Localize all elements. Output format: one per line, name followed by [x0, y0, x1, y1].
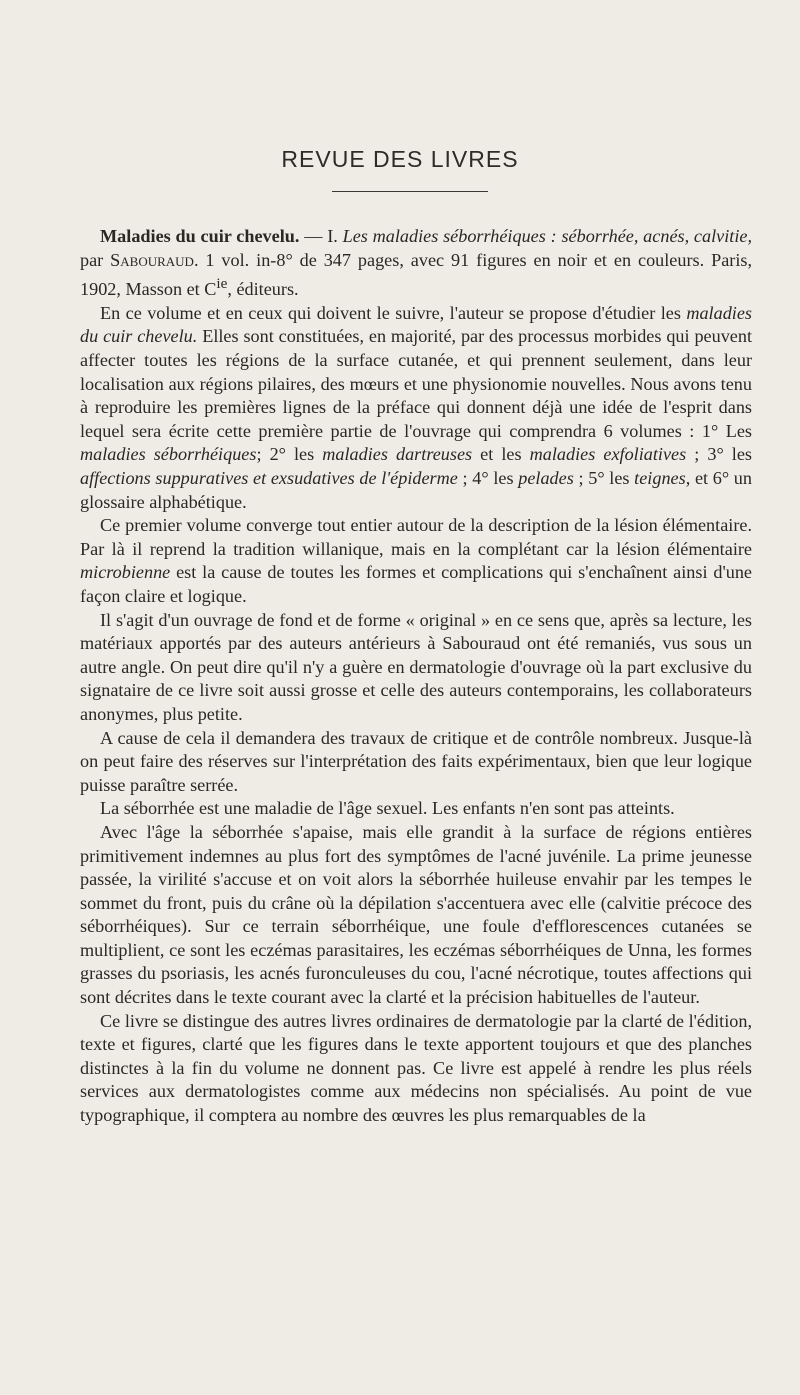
p2-italic: microbienne — [80, 562, 171, 583]
p1-italic: maladies séborrhéiques — [80, 444, 257, 465]
section-title: REVUE DES LIVRES — [281, 146, 519, 172]
paragraph-3: Il s'agit d'un ouvrage de fond et de forme « original » en ce sens que, après sa lecture, les matériaux apportés par des auteurs antérieurs à Sabouraud ont été remaniés, vus sous un autre angle. On peut dire qu'il n'y a guère en dermatologie d'ouvrage où la part exclusive du signataire de ce livre soit aussi grosse et celle des auteurs contemporains, les collaborateurs anonymes, plus petite. — [80, 609, 752, 724]
paragraph-4: A cause de cela il demandera des travaux de critique et de contrôle nombreux. Jusque-là on peut faire des réserves sur l'interprétation des faits expérimentaux, bien que leur logique puisse paraître serrée. — [80, 727, 752, 795]
p1-text: ; 2° les — [256, 444, 323, 465]
ref-end: , éditeurs. — [227, 279, 299, 300]
paragraph-6: Avec l'âge la séborrhée s'apaise, mais elle grandit à la surface de régions entières primitivement indemnes au plus fort des symptômes de l'acné juvénile. La prime jeunesse passée, la virilité s'accuse et on voit alors la séborrhée huileuse envahir par les tempes le sommet du front, puis du crâne où la dépilation s'accentuera avec elle (calvitie précoce des séborrhéiques). Sur ce terrain séborrhéique, une foule d'efflorescences cutanées se multiplient, ce sont les eczémas parasitaires, les eczémas séborrhéiques de Unna, les formes grasses du psoriasis, les acnés furonculeuses du cou, l'acné nécrotique, toutes affections qui sont décrites dans le texte courant avec la clarté et la précision habituelles de l'auteur. — [80, 821, 752, 1008]
paragraph-7: Ce livre se distingue des autres livres ordinaires de dermatologie par la clarté de l'édition, texte et figures, clarté que les figures dans le texte apportent toujours et que des planches distinctes à la fin du volume ne donnent pas. Ce livre est appelé à rendre les plus réels services aux dermatologistes comme aux médecins non spécialisés. Au point de vue typographique, il comptera au nombre des œuvres les plus remarquables de la — [80, 1010, 752, 1126]
review-body — [80, 225, 752, 1128]
p1-text: Elles sont constituées, en majorité, par des processus morbides qui peuvent affecter toutes les régions de la surface cutanée, et qui prennent seulement, dans leur localisation aux régions pilaires, des mœurs et une physionomie nouvelles. Nous avons tenu à reproduire les premières lignes de la préface qui donnent déjà une idée de l'esprit dans lequel sera écrite cette première partie de l'ouvrage qui comprendra 6 volumes : 1° Les — [80, 326, 753, 441]
p1-italic: teignes — [634, 468, 686, 488]
p1-italic: maladies exfoliatives — [529, 444, 687, 465]
paragraph-2 — [80, 514, 752, 608]
author-name: Sabouraud — [110, 249, 194, 270]
ref-sup: ie — [216, 275, 228, 293]
p1-italic: maladies du cuir chevelu. — [80, 302, 752, 347]
paragraph-5: La séborrhée est une maladie de l'âge sexuel. Les enfants n'en sont pas atteints. — [100, 798, 675, 819]
p1-text: ; 4° les — [457, 468, 519, 488]
p2-text: est la cause de toutes les formes et complications qui s'enchaînent ainsi d'une façon claire et logique. — [80, 562, 752, 606]
p1-italic: pelades — [518, 468, 574, 488]
review-reference — [80, 225, 752, 302]
book-title: Les maladies séborrhéiques : séborrhée, acnés, calvitie, — [342, 226, 752, 246]
p2-text: Ce premier volume converge tout entier autour de la description de la lésion élémentaire. Par là il reprend la tradition willanique, mais en la complétant car la lésion élémentaire — [80, 515, 752, 559]
paragraph-1 — [80, 302, 752, 514]
p1-text: ; 3° les — [686, 444, 753, 465]
p1-text: En ce volume et en ceux qui doivent le suivre, l'auteur se propose d'étudier les — [100, 302, 687, 323]
p1-text: ; 5° les — [573, 468, 635, 488]
p1-text: et les — [472, 444, 530, 465]
ref-details: . 1 vol. in-8° de 347 pages, avec 91 figures en noir et en couleurs. Paris, 1902, Masson et C — [80, 249, 752, 300]
p1-italic: maladies dartreuses — [322, 444, 473, 465]
p1-italic: affections suppuratives et exsudatives de l'épiderme — [80, 468, 458, 488]
ref-by: par — [80, 249, 111, 270]
p1-text: , et 6° un glossaire alphabétique. — [80, 468, 752, 512]
ref-dash: — I. — [299, 226, 343, 246]
title-rule — [332, 191, 488, 192]
review-heading: Maladies du cuir chevelu. — [100, 226, 300, 246]
